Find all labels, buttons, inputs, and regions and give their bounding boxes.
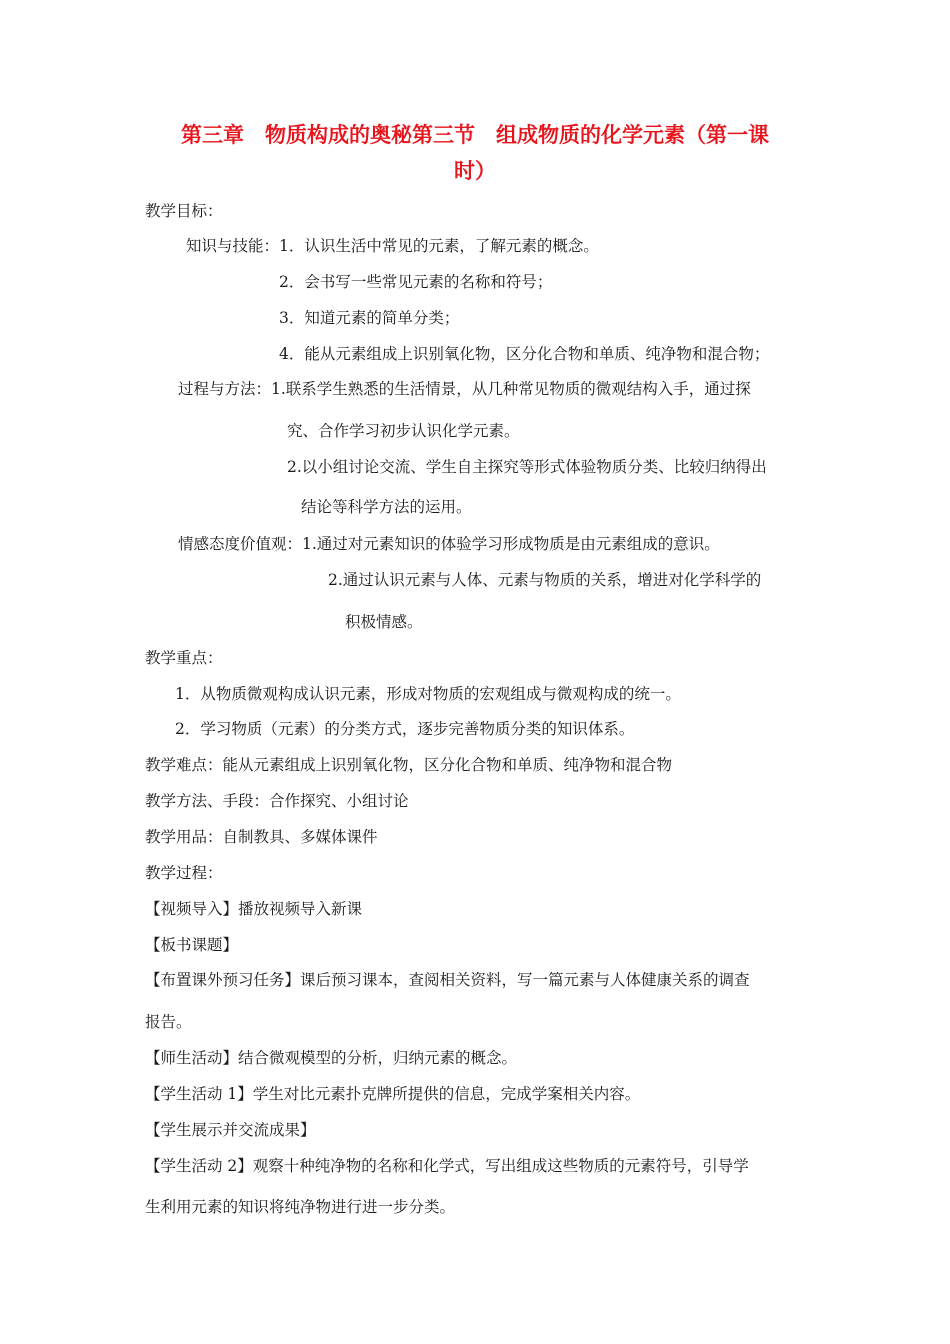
key-points-heading: 教学重点： bbox=[145, 649, 223, 667]
key-point-1: 1．从物质微观构成认识元素，形成对物质的宏观组成与微观构成的统一。 bbox=[175, 685, 681, 703]
process-method-item-1-cont: 究、合作学习初步认识化学元素。 bbox=[287, 422, 520, 440]
knowledge-skill-item-2: 2．会书写一些常见元素的名称和符号； bbox=[279, 273, 553, 291]
key-point-2: 2．学习物质（元素）的分类方式，逐步完善物质分类的知识体系。 bbox=[175, 720, 635, 738]
document-title-line-2: 时） bbox=[454, 159, 496, 183]
knowledge-skill-item-3: 3．知道元素的简单分类； bbox=[279, 309, 460, 327]
step-student-show: 【学生展示并交流成果】 bbox=[145, 1121, 316, 1139]
step-student-activity-1: 【学生活动 1】学生对比元素扑克牌所提供的信息，完成学案相关内容。 bbox=[145, 1085, 641, 1103]
process-method-item-2: 2.以小组讨论交流、学生自主探究等形式体验物质分类、比较归纳得出 bbox=[287, 458, 767, 476]
step-student-activity-2: 【学生活动 2】观察十种纯净物的名称和化学式，写出组成这些物质的元素符号，引导学 bbox=[145, 1157, 749, 1175]
step-student-activity-2-cont: 生利用元素的知识将纯净物进行进一步分类。 bbox=[145, 1198, 456, 1216]
emotion-value-item-2-cont: 积极情感。 bbox=[345, 613, 423, 631]
step-board-title: 【板书课题】 bbox=[145, 936, 239, 954]
document-title-line-1: 第三章 物质构成的奥秘第三节 组成物质的化学元素（第一课 bbox=[181, 123, 769, 147]
step-teacher-student: 【师生活动】结合微观模型的分析，归纳元素的概念。 bbox=[145, 1049, 518, 1067]
knowledge-skill-item-1: 知识与技能：1．认识生活中常见的元素，了解元素的概念。 bbox=[186, 237, 599, 255]
process-method-item-1: 过程与方法：1.联系学生熟悉的生活情景，从几种常见物质的微观结构入手，通过探 bbox=[178, 380, 751, 398]
step-homework: 【布置课外预习任务】课后预习课本，查阅相关资料，写一篇元素与人体健康关系的调查 bbox=[145, 971, 750, 989]
emotion-value-item-1: 情感态度价值观：1.通过对元素知识的体验学习形成物质是由元素组成的意识。 bbox=[178, 535, 720, 553]
teaching-process-heading: 教学过程： bbox=[145, 864, 223, 882]
teaching-goals-heading: 教学目标： bbox=[145, 202, 223, 220]
teaching-tools: 教学用品：自制教具、多媒体课件 bbox=[145, 828, 378, 846]
step-homework-cont: 报告。 bbox=[145, 1013, 192, 1031]
difficult-points: 教学难点：能从元素组成上识别氧化物，区分化合物和单质、纯净物和混合物 bbox=[145, 756, 673, 774]
emotion-value-item-2: 2.通过认识元素与人体、元素与物质的关系，增进对化学科学的 bbox=[328, 571, 762, 589]
process-method-item-2-cont: 结论等科学方法的运用。 bbox=[301, 498, 472, 516]
knowledge-skill-item-4: 4．能从元素组成上识别氧化物，区分化合物和单质、纯净物和混合物； bbox=[279, 345, 770, 363]
step-video-intro: 【视频导入】播放视频导入新课 bbox=[145, 900, 363, 918]
teaching-methods: 教学方法、手段：合作探究、小组讨论 bbox=[145, 792, 409, 810]
